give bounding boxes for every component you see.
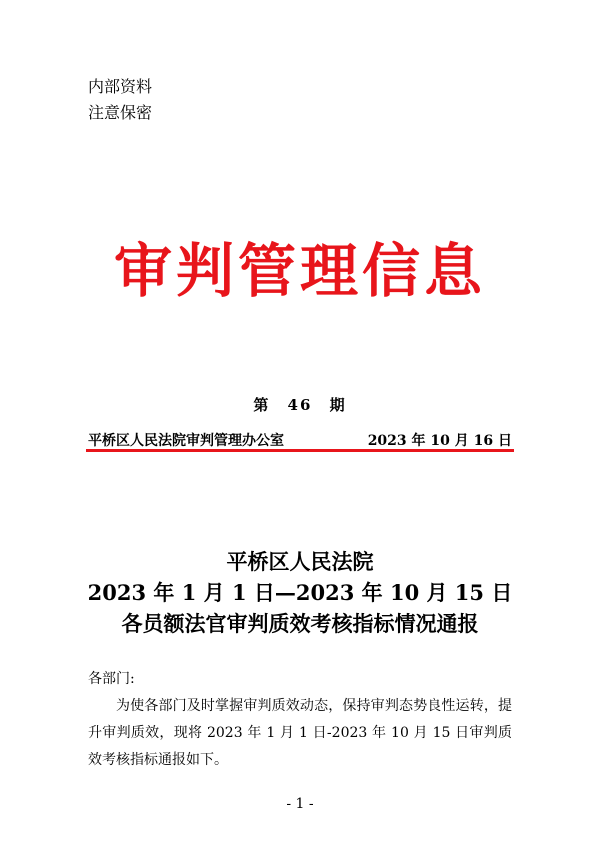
document-title-subject: 各员额法官审判质效考核指标情况通报 [121, 611, 479, 636]
document-title [0, 546, 600, 639]
issue-date: 2023 年 10 月 16 日 [367, 433, 512, 449]
classification-block [88, 74, 152, 126]
issue-number: 第 46 期 [253, 396, 347, 414]
issuer-row [88, 430, 512, 450]
body-paragraph: 为使各部门及时掌握审判质效动态，保持审判态势良性运转，提升审判质效，现将 2023 年 1 月 1 日-2023 年 10 月 15 日审判质效考核指标通报如下。 [88, 698, 512, 768]
salutation: 各部门: [88, 671, 135, 687]
classification-confidential: 注意保密 [88, 103, 153, 122]
issuer-office: 平桥区人民法院审判管理办公室 [88, 433, 284, 449]
classification-internal: 内部资料 [88, 77, 153, 96]
masthead-title: 审判管理信息 [113, 237, 486, 305]
page-number: - 1 - [286, 796, 314, 812]
masthead-divider-line [86, 449, 514, 452]
document-body [88, 666, 512, 774]
document-title-court: 平桥区人民法院 [226, 549, 374, 574]
document-title-period: 2023 年 1 月 1 日—2023 年 10 月 15 日 [87, 580, 513, 605]
